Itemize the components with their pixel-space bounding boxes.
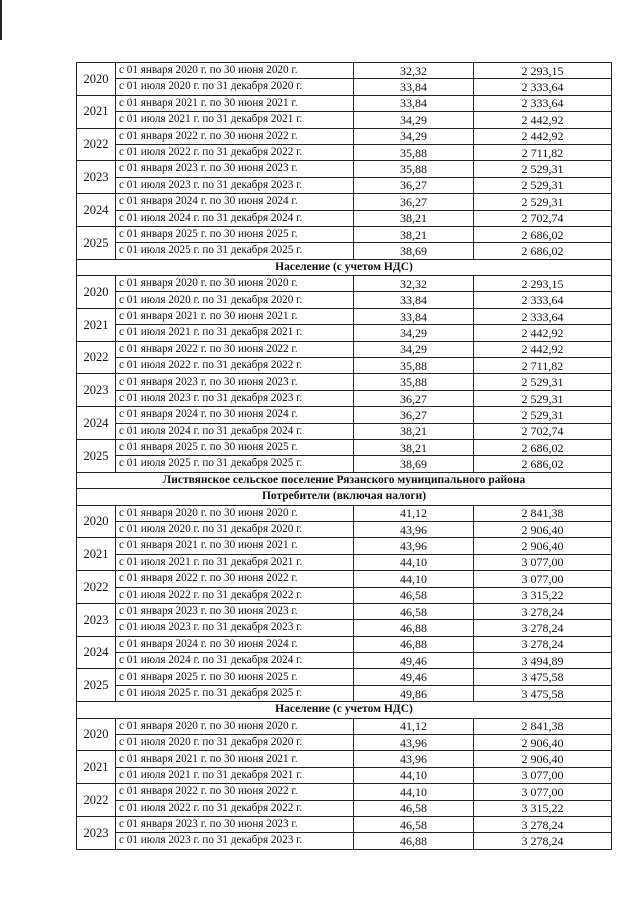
table-row xyxy=(77,636,612,652)
year-cell: 2024 xyxy=(77,407,116,440)
tariff-value-cell: 35,88 xyxy=(354,161,474,177)
year-cell: 2025 xyxy=(77,439,116,472)
tariff-value-cell: 46,88 xyxy=(354,620,474,636)
tariff-value-cell: 46,58 xyxy=(354,800,474,816)
table-row xyxy=(77,571,612,587)
tariff-value-cell: 2 686,02 xyxy=(474,243,612,259)
table-row xyxy=(77,685,612,701)
year-cell: 2021 xyxy=(77,751,116,784)
year-cell: 2020 xyxy=(77,718,116,751)
tariff-value-cell: 3 494,89 xyxy=(474,653,612,669)
year-cell: 2022 xyxy=(77,341,116,374)
table-row xyxy=(77,374,612,390)
period-cell: с 01 января 2023 г. по 30 июня 2023 г. xyxy=(116,603,354,619)
table-row xyxy=(77,276,612,292)
section-heading-row xyxy=(77,472,612,488)
tariff-value-cell: 3 278,24 xyxy=(474,620,612,636)
period-cell: с 01 января 2024 г. по 30 июня 2024 г. xyxy=(116,636,354,652)
table-row xyxy=(77,751,612,767)
page-edge-mark xyxy=(0,0,2,40)
tariff-value-cell: 2 529,31 xyxy=(474,177,612,193)
tariff-value-cell: 41,12 xyxy=(354,718,474,734)
tariff-table xyxy=(76,62,612,850)
year-cell: 2021 xyxy=(77,538,116,571)
table-row xyxy=(77,128,612,144)
tariff-value-cell: 2 702,74 xyxy=(474,423,612,439)
table-row xyxy=(77,243,612,259)
table-row xyxy=(77,816,612,832)
period-cell: с 01 января 2025 г. по 30 июня 2025 г. xyxy=(116,669,354,685)
year-cell: 2020 xyxy=(77,63,116,96)
table-row xyxy=(77,587,612,603)
tariff-value-cell: 2 906,40 xyxy=(474,751,612,767)
period-cell: с 01 июля 2022 г. по 31 декабря 2022 г. xyxy=(116,800,354,816)
tariff-value-cell: 36,27 xyxy=(354,407,474,423)
section-heading-row xyxy=(77,259,612,275)
tariff-value-cell: 43,96 xyxy=(354,751,474,767)
period-cell: с 01 июля 2023 г. по 31 декабря 2023 г. xyxy=(116,833,354,849)
tariff-value-cell: 2 841,38 xyxy=(474,505,612,521)
tariff-value-cell: 38,21 xyxy=(354,210,474,226)
table-row xyxy=(77,79,612,95)
period-cell: с 01 июля 2020 г. по 31 декабря 2020 г. xyxy=(116,521,354,537)
tariff-value-cell: 2 686,02 xyxy=(474,439,612,455)
tariff-value-cell: 3 278,24 xyxy=(474,816,612,832)
tariff-value-cell: 2 686,02 xyxy=(474,456,612,472)
period-cell: с 01 июля 2024 г. по 31 декабря 2024 г. xyxy=(116,423,354,439)
tariff-value-cell: 38,69 xyxy=(354,456,474,472)
year-cell: 2021 xyxy=(77,308,116,341)
table-row xyxy=(77,669,612,685)
tariff-value-cell: 44,10 xyxy=(354,554,474,570)
table-row xyxy=(77,177,612,193)
period-cell: с 01 января 2020 г. по 30 июня 2020 г. xyxy=(116,276,354,292)
table-row xyxy=(77,358,612,374)
period-cell: с 01 января 2021 г. по 30 июня 2021 г. xyxy=(116,308,354,324)
period-cell: с 01 июля 2023 г. по 31 декабря 2023 г. xyxy=(116,390,354,406)
tariff-value-cell: 46,58 xyxy=(354,603,474,619)
tariff-value-cell: 32,32 xyxy=(354,276,474,292)
year-cell: 2023 xyxy=(77,816,116,849)
table-row xyxy=(77,341,612,357)
section-heading-row xyxy=(77,489,612,505)
table-row xyxy=(77,161,612,177)
period-cell: с 01 января 2021 г. по 30 июня 2021 г. xyxy=(116,751,354,767)
tariff-value-cell: 2 841,38 xyxy=(474,718,612,734)
year-cell: 2023 xyxy=(77,374,116,407)
table-row xyxy=(77,620,612,636)
period-cell: с 01 января 2023 г. по 30 июня 2023 г. xyxy=(116,374,354,390)
tariff-value-cell: 35,88 xyxy=(354,374,474,390)
tariff-value-cell: 2 333,64 xyxy=(474,79,612,95)
tariff-value-cell: 2 442,92 xyxy=(474,128,612,144)
tariff-value-cell: 35,88 xyxy=(354,144,474,160)
tariff-value-cell: 43,96 xyxy=(354,735,474,751)
period-cell: с 01 января 2021 г. по 30 июня 2021 г. xyxy=(116,95,354,111)
table-row xyxy=(77,210,612,226)
tariff-value-cell: 41,12 xyxy=(354,505,474,521)
table-row xyxy=(77,456,612,472)
period-cell: с 01 июля 2025 г. по 31 декабря 2025 г. xyxy=(116,685,354,701)
table-row xyxy=(77,603,612,619)
period-cell: с 01 июля 2024 г. по 31 декабря 2024 г. xyxy=(116,653,354,669)
tariff-value-cell: 44,10 xyxy=(354,784,474,800)
table-row xyxy=(77,308,612,324)
table-row xyxy=(77,653,612,669)
table-row xyxy=(77,800,612,816)
tariff-value-cell: 33,84 xyxy=(354,79,474,95)
table-row xyxy=(77,784,612,800)
period-cell: с 01 июля 2021 г. по 31 декабря 2021 г. xyxy=(116,112,354,128)
period-cell: с 01 января 2025 г. по 30 июня 2025 г. xyxy=(116,439,354,455)
tariff-value-cell: 49,46 xyxy=(354,653,474,669)
tariff-value-cell: 46,58 xyxy=(354,816,474,832)
table-row xyxy=(77,194,612,210)
period-cell: с 01 июля 2022 г. по 31 декабря 2022 г. xyxy=(116,587,354,603)
table-row xyxy=(77,767,612,783)
table-row xyxy=(77,718,612,734)
period-cell: с 01 января 2024 г. по 30 июня 2024 г. xyxy=(116,407,354,423)
tariff-value-cell: 3 278,24 xyxy=(474,833,612,849)
tariff-value-cell: 3 077,00 xyxy=(474,554,612,570)
table-row xyxy=(77,439,612,455)
year-cell: 2020 xyxy=(77,505,116,538)
tariff-value-cell: 36,27 xyxy=(354,194,474,210)
tariff-value-cell: 43,96 xyxy=(354,538,474,554)
period-cell: с 01 января 2020 г. по 30 июня 2020 г. xyxy=(116,505,354,521)
tariff-value-cell: 2 906,40 xyxy=(474,735,612,751)
tariff-value-cell: 2 293,15 xyxy=(474,276,612,292)
tariff-value-cell: 3 077,00 xyxy=(474,571,612,587)
tariff-value-cell: 34,29 xyxy=(354,341,474,357)
table-row xyxy=(77,144,612,160)
period-cell: с 01 января 2021 г. по 30 июня 2021 г. xyxy=(116,538,354,554)
table-row xyxy=(77,325,612,341)
period-cell: с 01 июля 2021 г. по 31 декабря 2021 г. xyxy=(116,325,354,341)
tariff-value-cell: 2 293,15 xyxy=(474,63,612,79)
period-cell: с 01 января 2020 г. по 30 июня 2020 г. xyxy=(116,718,354,734)
table-row xyxy=(77,538,612,554)
period-cell: с 01 января 2022 г. по 30 июня 2022 г. xyxy=(116,128,354,144)
table-row xyxy=(77,833,612,849)
tariff-value-cell: 3 077,00 xyxy=(474,767,612,783)
period-cell: с 01 января 2023 г. по 30 июня 2023 г. xyxy=(116,816,354,832)
period-cell: с 01 июля 2020 г. по 31 декабря 2020 г. xyxy=(116,735,354,751)
section-heading: Население (с учетом НДС) xyxy=(77,259,612,275)
table-row xyxy=(77,112,612,128)
year-cell: 2022 xyxy=(77,571,116,604)
tariff-value-cell: 2 906,40 xyxy=(474,521,612,537)
period-cell: с 01 января 2022 г. по 30 июня 2022 г. xyxy=(116,341,354,357)
period-cell: с 01 января 2025 г. по 30 июня 2025 г. xyxy=(116,226,354,242)
period-cell: с 01 июля 2020 г. по 31 декабря 2020 г. xyxy=(116,292,354,308)
year-cell: 2023 xyxy=(77,603,116,636)
tariff-value-cell: 33,84 xyxy=(354,95,474,111)
year-cell: 2021 xyxy=(77,95,116,128)
period-cell: с 01 июля 2021 г. по 31 декабря 2021 г. xyxy=(116,554,354,570)
table-row xyxy=(77,407,612,423)
tariff-value-cell: 2 442,92 xyxy=(474,325,612,341)
period-cell: с 01 июля 2025 г. по 31 декабря 2025 г. xyxy=(116,456,354,472)
tariff-value-cell: 49,46 xyxy=(354,669,474,685)
tariff-value-cell: 36,27 xyxy=(354,390,474,406)
year-cell: 2024 xyxy=(77,636,116,669)
table-row xyxy=(77,63,612,79)
tariff-value-cell: 2 333,64 xyxy=(474,308,612,324)
table-row xyxy=(77,554,612,570)
tariff-value-cell: 2 711,82 xyxy=(474,358,612,374)
period-cell: с 01 июля 2025 г. по 31 декабря 2025 г. xyxy=(116,243,354,259)
period-cell: с 01 июля 2023 г. по 31 декабря 2023 г. xyxy=(116,620,354,636)
tariff-value-cell: 46,58 xyxy=(354,587,474,603)
period-cell: с 01 июля 2023 г. по 31 декабря 2023 г. xyxy=(116,177,354,193)
tariff-value-cell: 36,27 xyxy=(354,177,474,193)
tariff-value-cell: 46,88 xyxy=(354,636,474,652)
table-row xyxy=(77,505,612,521)
tariff-value-cell: 44,10 xyxy=(354,571,474,587)
table-row xyxy=(77,226,612,242)
tariff-value-cell: 38,21 xyxy=(354,226,474,242)
tariff-value-cell: 32,32 xyxy=(354,63,474,79)
section-heading: Листвянское сельское поселение Рязанского муниципального района xyxy=(77,472,612,488)
tariff-value-cell: 2 906,40 xyxy=(474,538,612,554)
period-cell: с 01 июля 2020 г. по 31 декабря 2020 г. xyxy=(116,79,354,95)
tariff-table-body xyxy=(77,63,612,850)
year-cell: 2023 xyxy=(77,161,116,194)
tariff-value-cell: 49,86 xyxy=(354,685,474,701)
tariff-value-cell: 35,88 xyxy=(354,358,474,374)
year-cell: 2020 xyxy=(77,276,116,309)
tariff-value-cell: 3 475,58 xyxy=(474,685,612,701)
section-heading: Потребители (включая налоги) xyxy=(77,489,612,505)
table-row xyxy=(77,423,612,439)
table-row xyxy=(77,292,612,308)
year-cell: 2022 xyxy=(77,784,116,817)
tariff-value-cell: 46,88 xyxy=(354,833,474,849)
tariff-value-cell: 34,29 xyxy=(354,128,474,144)
period-cell: с 01 января 2022 г. по 30 июня 2022 г. xyxy=(116,784,354,800)
tariff-value-cell: 34,29 xyxy=(354,112,474,128)
tariff-value-cell: 3 278,24 xyxy=(474,636,612,652)
tariff-value-cell: 2 529,31 xyxy=(474,390,612,406)
table-row xyxy=(77,521,612,537)
tariff-value-cell: 2 442,92 xyxy=(474,112,612,128)
tariff-value-cell: 33,84 xyxy=(354,308,474,324)
tariff-value-cell: 2 702,74 xyxy=(474,210,612,226)
tariff-value-cell: 2 686,02 xyxy=(474,226,612,242)
year-cell: 2024 xyxy=(77,194,116,227)
table-row xyxy=(77,735,612,751)
tariff-value-cell: 3 315,22 xyxy=(474,800,612,816)
period-cell: с 01 января 2020 г. по 30 июня 2020 г. xyxy=(116,63,354,79)
table-row xyxy=(77,390,612,406)
table-row xyxy=(77,95,612,111)
tariff-value-cell: 3 077,00 xyxy=(474,784,612,800)
tariff-value-cell: 3 278,24 xyxy=(474,603,612,619)
tariff-value-cell: 43,96 xyxy=(354,521,474,537)
tariff-value-cell: 38,21 xyxy=(354,439,474,455)
tariff-value-cell: 3 475,58 xyxy=(474,669,612,685)
year-cell: 2025 xyxy=(77,669,116,702)
tariff-value-cell: 2 711,82 xyxy=(474,144,612,160)
tariff-value-cell: 2 333,64 xyxy=(474,292,612,308)
tariff-value-cell: 38,69 xyxy=(354,243,474,259)
period-cell: с 01 июля 2022 г. по 31 декабря 2022 г. xyxy=(116,144,354,160)
tariff-value-cell: 2 529,31 xyxy=(474,161,612,177)
year-cell: 2022 xyxy=(77,128,116,161)
period-cell: с 01 января 2024 г. по 30 июня 2024 г. xyxy=(116,194,354,210)
tariff-value-cell: 2 529,31 xyxy=(474,194,612,210)
tariff-value-cell: 34,29 xyxy=(354,325,474,341)
tariff-value-cell: 2 529,31 xyxy=(474,374,612,390)
period-cell: с 01 января 2022 г. по 30 июня 2022 г. xyxy=(116,571,354,587)
section-heading: Население (с учетом НДС) xyxy=(77,702,612,718)
tariff-value-cell: 2 333,64 xyxy=(474,95,612,111)
period-cell: с 01 января 2023 г. по 30 июня 2023 г. xyxy=(116,161,354,177)
tariff-value-cell: 44,10 xyxy=(354,767,474,783)
period-cell: с 01 июля 2022 г. по 31 декабря 2022 г. xyxy=(116,358,354,374)
tariff-value-cell: 33,84 xyxy=(354,292,474,308)
section-heading-row xyxy=(77,702,612,718)
period-cell: с 01 июля 2021 г. по 31 декабря 2021 г. xyxy=(116,767,354,783)
year-cell: 2025 xyxy=(77,226,116,259)
tariff-value-cell: 38,21 xyxy=(354,423,474,439)
tariff-value-cell: 2 442,92 xyxy=(474,341,612,357)
tariff-value-cell: 2 529,31 xyxy=(474,407,612,423)
tariff-value-cell: 3 315,22 xyxy=(474,587,612,603)
period-cell: с 01 июля 2024 г. по 31 декабря 2024 г. xyxy=(116,210,354,226)
